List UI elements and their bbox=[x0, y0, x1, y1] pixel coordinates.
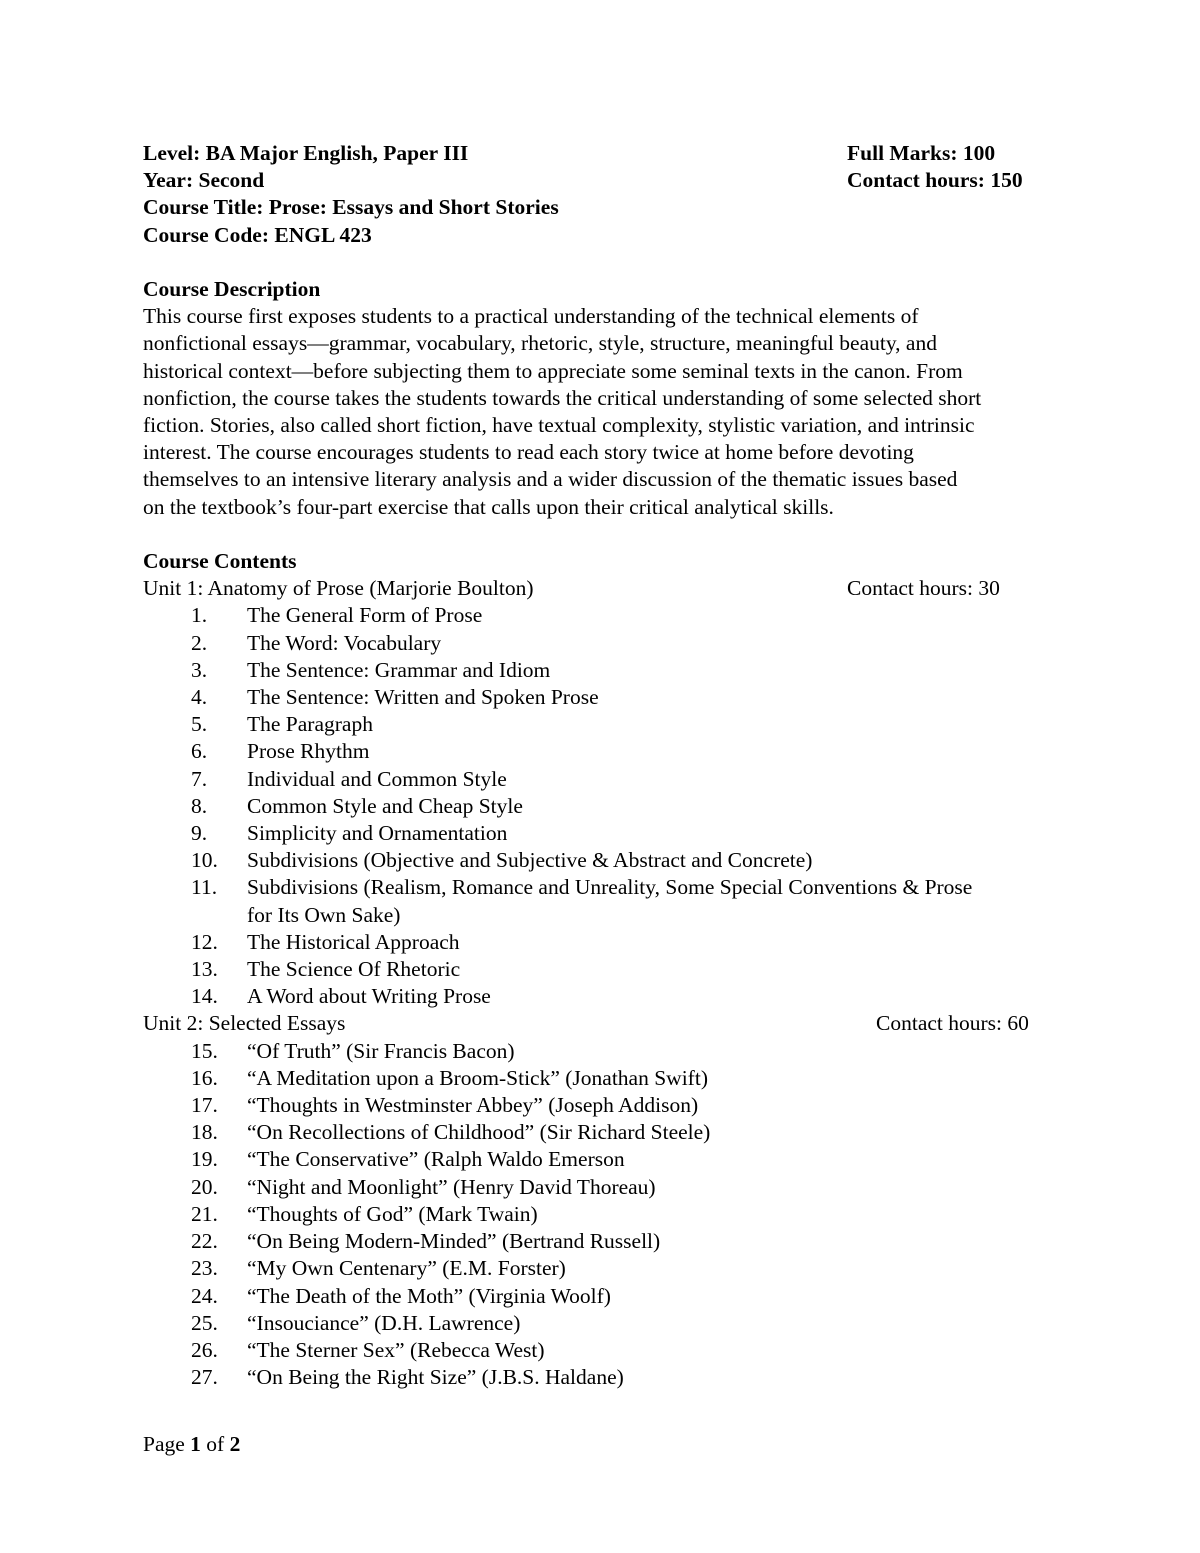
list-item-text: The Historical Approach bbox=[247, 929, 460, 954]
list-item bbox=[143, 1092, 1063, 1119]
list-item-number: 25. bbox=[191, 1310, 218, 1335]
list-item bbox=[143, 820, 1063, 847]
year-label: Year: Second bbox=[143, 168, 265, 193]
list-item bbox=[143, 1310, 1063, 1337]
list-item-text: The Paragraph bbox=[247, 712, 373, 737]
list-item-number: 3. bbox=[191, 657, 208, 682]
list-item-number: 17. bbox=[191, 1093, 218, 1118]
unit2-title: Unit 2: Selected Essays bbox=[143, 1011, 346, 1036]
page-total: 2 bbox=[229, 1432, 241, 1456]
list-item bbox=[143, 983, 1063, 1010]
list-item bbox=[143, 956, 1063, 983]
description-line: on the textbook’s four-part exercise that calls upon their critical analytical skills. bbox=[143, 494, 834, 519]
list-item-number: 5. bbox=[191, 712, 208, 737]
page-current: 1 bbox=[190, 1432, 201, 1456]
list-item bbox=[143, 1364, 1063, 1391]
list-item-number: 12. bbox=[191, 929, 218, 954]
list-item-text: “My Own Centenary” (E.M. Forster) bbox=[247, 1256, 566, 1281]
list-item-number: 22. bbox=[191, 1229, 218, 1254]
description-heading: Course Description bbox=[143, 277, 321, 301]
unit1-hours: Contact hours: 30 bbox=[847, 576, 1000, 601]
list-item-number: 9. bbox=[191, 821, 208, 846]
header-row-level bbox=[143, 140, 1063, 167]
list-item bbox=[143, 657, 1063, 684]
unit2-header bbox=[143, 1010, 1063, 1037]
list-item bbox=[143, 738, 1063, 765]
list-item-text: Subdivisions (Objective and Subjective & Abstract and Concrete) bbox=[247, 848, 813, 873]
description-line: nonfictional essays—grammar, vocabulary, rhetoric, style, structure, meaningful beauty, and bbox=[143, 331, 937, 356]
list-item-text: Prose Rhythm bbox=[247, 739, 370, 764]
list-item-text: “On Recollections of Childhood” (Sir Richard Steele) bbox=[247, 1120, 711, 1145]
list-item-text: “Of Truth” (Sir Francis Bacon) bbox=[247, 1038, 515, 1063]
contents-heading: Course Contents bbox=[143, 549, 297, 574]
list-item-number: 4. bbox=[191, 685, 208, 710]
list-item bbox=[143, 929, 1063, 956]
list-item-text: Common Style and Cheap Style bbox=[247, 793, 523, 818]
list-item-number: 2. bbox=[191, 630, 208, 655]
description-line: nonfiction, the course takes the students towards the critical understanding of some selected short bbox=[143, 385, 982, 410]
list-item-text: “Thoughts of God” (Mark Twain) bbox=[247, 1201, 538, 1226]
unit1-title: Unit 1: Anatomy of Prose (Marjorie Boulton) bbox=[143, 576, 534, 601]
list-item-number: 14. bbox=[191, 984, 218, 1009]
list-item-text: The General Form of Prose bbox=[247, 603, 483, 628]
list-item bbox=[143, 1283, 1063, 1310]
level-label: Level: BA Major English, Paper III bbox=[143, 141, 469, 165]
header-row-year bbox=[143, 167, 1063, 194]
course-title: Course Title: Prose: Essays and Short Stories bbox=[143, 195, 559, 220]
list-item-number: 1. bbox=[191, 603, 208, 628]
list-item-text: “The Death of the Moth” (Virginia Woolf) bbox=[247, 1283, 611, 1308]
list-item-number: 24. bbox=[191, 1283, 218, 1308]
unit1-header bbox=[143, 575, 1063, 602]
list-item bbox=[143, 1201, 1063, 1228]
list-item-number: 20. bbox=[191, 1174, 218, 1199]
list-item-text: “Night and Moonlight” (Henry David Thoreau) bbox=[247, 1174, 656, 1199]
description-line: interest. The course encourages students to read each story twice at home before devoting bbox=[143, 440, 914, 465]
list-item bbox=[143, 1038, 1063, 1065]
list-item bbox=[143, 684, 1063, 711]
list-item-text: Subdivisions (Realism, Romance and Unreality, Some Special Conventions & Prose bbox=[247, 875, 973, 900]
list-item-text: “On Being Modern-Minded” (Bertrand Russell) bbox=[247, 1229, 661, 1254]
list-item-number: 10. bbox=[191, 848, 218, 873]
syllabus-page bbox=[143, 140, 1063, 1391]
list-item bbox=[143, 1174, 1063, 1201]
list-item-text: Individual and Common Style bbox=[247, 766, 507, 791]
list-item-text: A Word about Writing Prose bbox=[247, 984, 491, 1009]
description-line: fiction. Stories, also called short fiction, have textual complexity, stylistic variation, and intrinsic bbox=[143, 413, 975, 438]
list-item-continuation: for Its Own Sake) bbox=[247, 902, 401, 927]
list-item-text: The Sentence: Written and Spoken Prose bbox=[247, 685, 599, 710]
list-item-number: 18. bbox=[191, 1120, 218, 1145]
list-item bbox=[143, 630, 1063, 657]
list-item bbox=[143, 766, 1063, 793]
description-line: themselves to an intensive literary analysis and a wider discussion of the thematic issues based bbox=[143, 467, 958, 492]
list-item bbox=[143, 602, 1063, 629]
list-item bbox=[143, 793, 1063, 820]
list-item bbox=[143, 711, 1063, 738]
list-item-text: “A Meditation upon a Broom-Stick” (Jonathan Swift) bbox=[247, 1065, 708, 1090]
course-code: Course Code: ENGL 423 bbox=[143, 222, 372, 247]
list-item-text: “The Sterner Sex” (Rebecca West) bbox=[247, 1337, 545, 1362]
description-line: This course first exposes students to a practical understanding of the technical elements of bbox=[143, 304, 919, 329]
list-item bbox=[143, 1146, 1063, 1173]
list-item-text: Simplicity and Ornamentation bbox=[247, 821, 508, 846]
list-item-text: “Thoughts in Westminster Abbey” (Joseph Addison) bbox=[247, 1093, 699, 1118]
list-item-number: 27. bbox=[191, 1365, 218, 1390]
unit1-list bbox=[143, 602, 1063, 1010]
list-item-number: 6. bbox=[191, 739, 208, 764]
list-item bbox=[143, 1065, 1063, 1092]
list-item-text: “Insouciance” (D.H. Lawrence) bbox=[247, 1310, 521, 1335]
list-item-number: 15. bbox=[191, 1038, 218, 1063]
list-item-text: “The Conservative” (Ralph Waldo Emerson bbox=[247, 1147, 625, 1172]
list-item bbox=[143, 1228, 1063, 1255]
list-item-number: 8. bbox=[191, 793, 208, 818]
list-item-text: The Word: Vocabulary bbox=[247, 630, 442, 655]
list-item-text: The Sentence: Grammar and Idiom bbox=[247, 657, 551, 682]
description-body bbox=[143, 303, 1063, 521]
unit2-list bbox=[143, 1038, 1063, 1392]
list-item-number: 21. bbox=[191, 1201, 218, 1226]
list-item-number: 7. bbox=[191, 766, 208, 791]
unit2-hours: Contact hours: 60 bbox=[876, 1011, 1029, 1036]
list-item-number: 26. bbox=[191, 1337, 218, 1362]
list-item-number: 13. bbox=[191, 957, 218, 982]
list-item-number: 23. bbox=[191, 1256, 218, 1281]
list-item-number: 16. bbox=[191, 1065, 218, 1090]
page-prefix: Page bbox=[143, 1432, 191, 1456]
list-item-text: The Science Of Rhetoric bbox=[247, 957, 461, 982]
contact-hours-total: Contact hours: 150 bbox=[847, 168, 1023, 193]
list-item-number: 19. bbox=[191, 1147, 218, 1172]
list-item bbox=[143, 874, 1063, 928]
page-of: of bbox=[200, 1432, 230, 1456]
full-marks: Full Marks: 100 bbox=[847, 141, 996, 165]
list-item bbox=[143, 1337, 1063, 1364]
list-item-number: 11. bbox=[191, 875, 218, 900]
list-item bbox=[143, 847, 1063, 874]
description-line: historical context—before subjecting them to appreciate some seminal texts in the canon. From bbox=[143, 358, 963, 383]
list-item bbox=[143, 1119, 1063, 1146]
page-footer bbox=[143, 1431, 240, 1458]
list-item bbox=[143, 1255, 1063, 1282]
list-item-text: “On Being the Right Size” (J.B.S. Haldane) bbox=[247, 1365, 624, 1390]
